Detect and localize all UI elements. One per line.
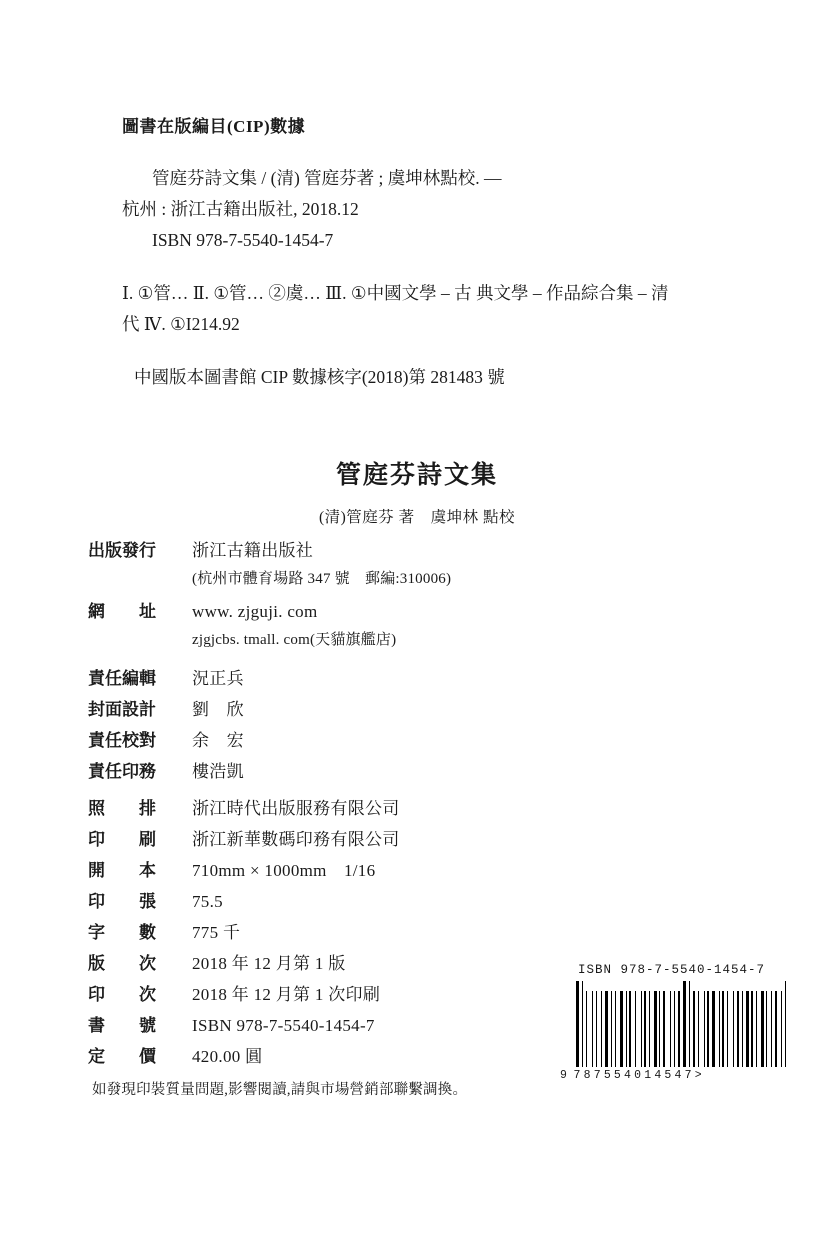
cip-entry-line-2: 杭州 : 浙江古籍出版社, 2018.12 xyxy=(122,199,359,219)
barcode-digits xyxy=(560,1069,790,1082)
detail-value: 75.5 xyxy=(192,892,223,911)
detail-label: 定 價 xyxy=(88,1047,156,1066)
cip-classification xyxy=(122,278,682,340)
detail-row-editor xyxy=(88,664,748,695)
detail-label: 開 本 xyxy=(88,861,156,880)
detail-value: 樓浩凱 xyxy=(192,762,244,781)
cip-block xyxy=(122,112,682,393)
detail-label: 責任校對 xyxy=(88,731,156,750)
detail-value: 浙江新華數碼印務有限公司 xyxy=(192,830,400,849)
detail-value: www. zjguji. com xyxy=(192,602,318,621)
cip-class-line-2: 典文學 – 作品綜合集 – 清代 Ⅳ. ①I214.92 xyxy=(122,283,669,334)
barcode xyxy=(560,963,790,1082)
detail-label: 責任印務 xyxy=(88,762,156,781)
detail-label: 字 數 xyxy=(88,923,156,942)
detail-row-website xyxy=(88,597,748,628)
detail-value: 2018 年 12 月第 1 版 xyxy=(192,954,346,973)
detail-value: 劉 欣 xyxy=(192,700,244,719)
detail-label: 書 號 xyxy=(88,1016,156,1035)
detail-value: 775 千 xyxy=(192,923,241,942)
detail-value: 浙江時代出版服務有限公司 xyxy=(192,799,400,818)
detail-row-word-count xyxy=(88,918,748,949)
detail-label: 印 刷 xyxy=(88,830,156,849)
detail-row-cover-design xyxy=(88,695,748,726)
cip-entry-line-1: 管庭芬詩文集 / (清) 管庭芬著 ; 虞坤林點校. — xyxy=(152,168,502,188)
detail-label: 封面設計 xyxy=(88,700,156,719)
detail-label: 網 址 xyxy=(88,602,156,621)
detail-label: 照 排 xyxy=(88,799,156,818)
detail-label: 責任編輯 xyxy=(88,669,156,688)
detail-value: 420.00 圓 xyxy=(192,1047,263,1066)
detail-value: 余 宏 xyxy=(192,731,244,750)
barcode-digit-lead: 9 xyxy=(560,1069,570,1082)
detail-label: 版 次 xyxy=(88,954,156,973)
detail-value: 710mm × 1000mm 1/16 xyxy=(192,861,376,880)
quality-notice: 如發現印裝質量問題,影響閱讀,請與市場營銷部聯繫調換。 xyxy=(92,1082,468,1098)
detail-row-printing-supervisor xyxy=(88,757,748,788)
barcode-isbn-label: ISBN 978-7-5540-1454-7 xyxy=(578,963,766,977)
detail-row-sheets xyxy=(88,887,748,918)
barcode-digit-trail: > xyxy=(694,1069,705,1082)
detail-row-publisher xyxy=(88,536,748,567)
barcode-digit-group-1: 787554 xyxy=(573,1069,635,1082)
cip-entry xyxy=(122,163,682,256)
page-title: 管庭芬詩文集 xyxy=(335,462,498,489)
barcode-digit-group-2: 014547 xyxy=(634,1069,695,1082)
detail-row-typesetting xyxy=(88,794,748,825)
detail-row-proofreader xyxy=(88,726,748,757)
cip-cataloging-number: 中國版本圖書館 CIP 數據核字(2018)第 281483 號 xyxy=(134,367,505,387)
publisher-address: (杭州市體育場路 347 號 郵編:310006) xyxy=(192,571,452,587)
detail-value: 浙江古籍出版社 xyxy=(192,541,314,560)
cip-class-line-1: Ⅰ. ①管… Ⅱ. ①管… ②虞… Ⅲ. ①中國文學 – 古 xyxy=(122,283,472,303)
cip-heading: 圖書在版編目(CIP)數據 xyxy=(122,117,306,136)
detail-row-printer xyxy=(88,825,748,856)
tmall-store-link: zjgjcbs. tmall. com(天貓旗艦店) xyxy=(192,632,397,648)
detail-row-format xyxy=(88,856,748,887)
detail-value: 況正兵 xyxy=(192,669,244,688)
detail-label: 出版發行 xyxy=(88,541,156,560)
detail-label: 印 次 xyxy=(88,985,156,1004)
cip-entry-line-3: ISBN 978-7-5540-1454-7 xyxy=(152,230,334,250)
barcode-bars xyxy=(560,981,790,1067)
byline: (清)管庭芬 著 虞坤林 點校 xyxy=(318,509,516,526)
detail-label: 印 張 xyxy=(88,892,156,911)
detail-value: 2018 年 12 月第 1 次印刷 xyxy=(192,985,381,1004)
detail-value: ISBN 978-7-5540-1454-7 xyxy=(192,1016,375,1035)
